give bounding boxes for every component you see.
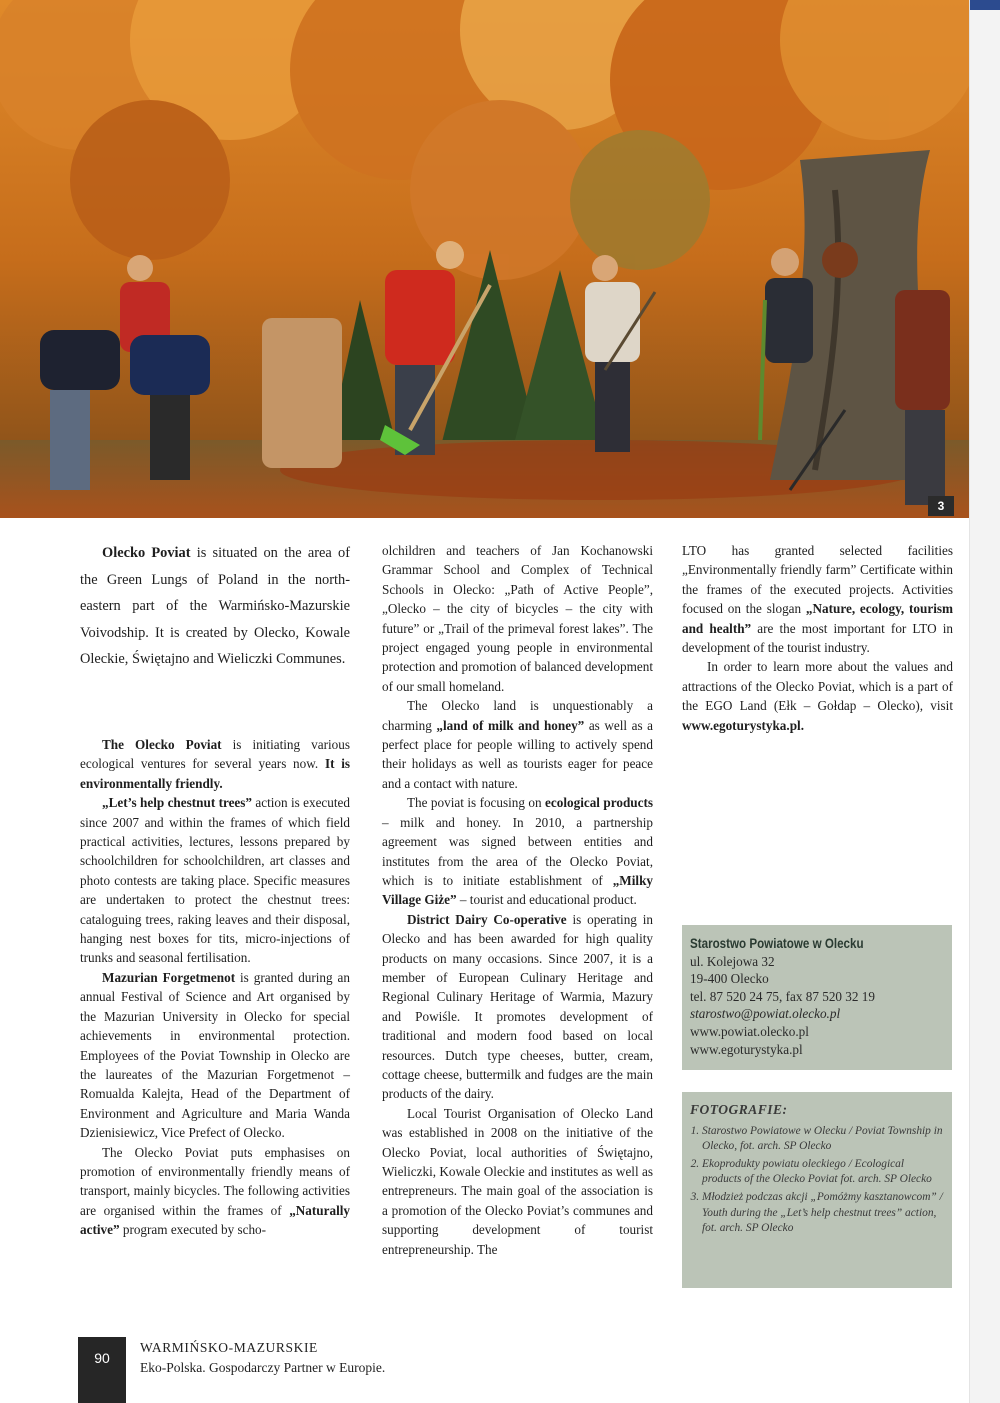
footer-page-block — [78, 1337, 126, 1403]
col3-p1-text-2: are the most important for LTO in development of the tourist industry. — [682, 620, 953, 656]
page-edge-bar — [969, 0, 1000, 1403]
col1-p3-text-1: is granted during an annual Festival of Science and Art organised by the Mazurian University in Olecko for special achievements in environmental protection. Employees of the Poviat Township in Olecko are the laureates of the Mazurian Forgetmenot – Romualda Kalejta, Head of the Department of Environment and Agriculture and Maria Wanda Dzienisiewicz, Vice Prefect of Olecko. — [80, 969, 350, 1141]
col1-paragraph-3 — [80, 968, 350, 1143]
lead-text: is situated on the area of the Green Lungs of Poland in the north-eastern part of the Warmińsko-Mazurskie Voivodship. It is created by Olecko, Kowale Oleckie, Świętajno and Wieliczki Communes. — [80, 545, 350, 668]
col1-p4-text-1: The Olecko Poviat puts emphasises on promotion of environmentally friendly means of transport, mainly bicycles. The following activities are organised within the frames of — [80, 1144, 350, 1218]
contact-website-1-link[interactable]: www.powiat.olecko.pl — [690, 1023, 809, 1039]
col3-p2-bold-1: www.egoturystyka.pl. — [682, 717, 804, 733]
col1-paragraph-4 — [80, 1143, 350, 1240]
col1-p2-text-1: action is executed since 2007 and within the frames of which field practical activities, lectures, lessons prepared by schoolchildren for schoolchildren, art classes and photo contests are taking place. Specific measures are undertaken to protect the chestnut trees: cataloguing trees, raking leaves and their disposal, hanging nest boxes for tits, micro-injections of trunks and seasonal fertilisation. — [80, 795, 350, 966]
autumn-park-illustration — [0, 0, 1000, 518]
col1-p1-text-1: is initiating various ecological ventures for several years now. — [80, 737, 350, 772]
col2-p4-text-1: is operating in Olecko and has been awarded for high quality products on many occasions. Since 2007, it is a member of European Culinary Heritage and Regional Culinary Heritage of Warmia, Mazury and Powiśle. It promotes development of traditional and modern food based on local resources. Dutch type cheeses, butter, cream, cottage cheese, buttermilk and fudges are the main products of the dairy. — [382, 911, 653, 1102]
contact-box — [682, 925, 952, 1070]
photo-number-badge: 3 — [928, 496, 954, 516]
col1-paragraph-1 — [80, 735, 350, 793]
header-photo — [0, 0, 1000, 518]
col2-paragraph-2 — [382, 696, 653, 793]
col2-p3-text-1: The poviat is focusing on — [407, 795, 546, 811]
column-3 — [682, 541, 953, 735]
col2-p3-bold-2: „Milky Village Giże” — [382, 872, 653, 908]
col2-p2-text-2: as well as a perfect place for people willing to actively spend their holidays as well as tourists eager for peace and a contact with nature. — [382, 717, 654, 791]
lead-bold: Olecko Poviat — [102, 545, 191, 561]
col3-paragraph-1 — [682, 541, 953, 657]
col2-p2-bold-1: „land of milk and honey” — [436, 717, 585, 733]
lead-paragraph — [80, 540, 350, 673]
col2-paragraph-5 — [382, 1104, 653, 1259]
col1-p1-bold-2: It is environmentally friendly. — [80, 756, 350, 791]
col2-paragraph-1 — [382, 541, 653, 696]
contact-heading: Starostwo Powiatowe w Olecku — [690, 936, 864, 951]
col3-paragraph-2 — [682, 657, 953, 735]
col2-p5-text-1: Local Tourist Organisation of Olecko Land was established in 2008 on the initiative of the Olecko Poviat, local authorities of Świętajno, Wieliczki, Kowale Oleckie and institutes as well as entrepreneurs. The main goal of the association is a promotion of the Olecko Poviat’s communes and supporting development of tourist entrepreneurship. The — [382, 1105, 653, 1257]
col2-p4-bold-1: District Dairy Co-operative — [407, 911, 567, 927]
photo-credits-heading: FOTOGRAFIE: — [690, 1102, 788, 1117]
col2-p3-text-3: – tourist and educational product. — [456, 892, 637, 908]
contact-city: 19-400 Olecko — [690, 971, 769, 987]
photo-credit-item: 2. Ekoprodukty powiatu oleckiego / Ecological products of the Olecko Poviat fot. arch. SP Olecko — [702, 1157, 944, 1188]
edge-accent — [970, 0, 1000, 10]
col2-p3-text-2: – milk and honey. In 2010, a partnership agreement was signed between entities and institutes from the area of the Olecko Poviat, which is to initiate establishment of — [382, 814, 653, 888]
col2-p2-text-1: The Olecko land is unquestionably a charming — [382, 698, 653, 733]
column-1 — [80, 735, 350, 1240]
photo-credits-list — [690, 1124, 944, 1237]
footer-subtitle: Eko-Polska. Gospodarczy Partner w Europie. — [140, 1360, 386, 1375]
col2-paragraph-3 — [382, 793, 653, 909]
photo-credit-item: 1. Starostwo Powiatowe w Olecku / Poviat Township in Olecko, fot. arch. SP Olecko — [702, 1124, 944, 1155]
col2-paragraph-4 — [382, 910, 653, 1104]
contact-street: ul. Kolejowa 32 — [690, 953, 775, 969]
photo-credit-item: 3. Młodzież podczas akcji „Pomóżmy kasztanowcom” / Youth during the „Let’s help chestnut trees” action, fot. arch. SP Olecko — [702, 1190, 944, 1237]
col1-p3-bold-1: Mazurian Forgetmenot — [102, 969, 236, 985]
col1-p2-bold-1: „Let’s help chestnut trees” — [102, 795, 253, 811]
footer-title: WARMIŃSKO-MAZURSKIE — [140, 1340, 318, 1355]
photo-credits-box — [682, 1092, 952, 1288]
col3-p2-text-1: In order to learn more about the values and attractions of the Olecko Poviat, which is a part of the EGO Land (Ełk – Gołdap – Olecko), visit — [682, 659, 953, 714]
page-number: 90 — [94, 1350, 110, 1366]
col3-p1-bold-1: „Nature, ecology, tourism and health” — [682, 601, 953, 636]
contact-email-link[interactable]: starostwo@powiat.olecko.pl — [690, 1006, 841, 1022]
col1-p4-bold-1: „Naturally active” — [80, 1202, 350, 1238]
contact-phone: tel. 87 520 24 75, fax 87 520 32 19 — [690, 988, 875, 1004]
col3-p1-text-1: LTO has granted selected facilities „Environmentally friendly farm” Certificate within the frames of the executed projects. Activities focused on the slogan — [682, 543, 953, 617]
col1-p4-text-2: program executed by scho- — [119, 1222, 267, 1238]
col1-paragraph-2 — [80, 793, 350, 968]
col2-p3-bold-1: ecological products — [545, 795, 653, 811]
col2-p1-text-1: olchildren and teachers of Jan Kochanowski Grammar School and Complex of Technical Schools in Olecko: „Path of Active People”, „Olecko – the city of bicycles – the city with future” or „Trail of the primeval forest lakes”. The project engaged young people in environmental protection and promotion of balanced development of our small homeland. — [382, 543, 653, 694]
column-2 — [382, 541, 653, 1259]
col1-p1-bold-1: The Olecko Poviat — [102, 737, 222, 752]
contact-website-2-link[interactable]: www.egoturystyka.pl — [690, 1041, 803, 1057]
